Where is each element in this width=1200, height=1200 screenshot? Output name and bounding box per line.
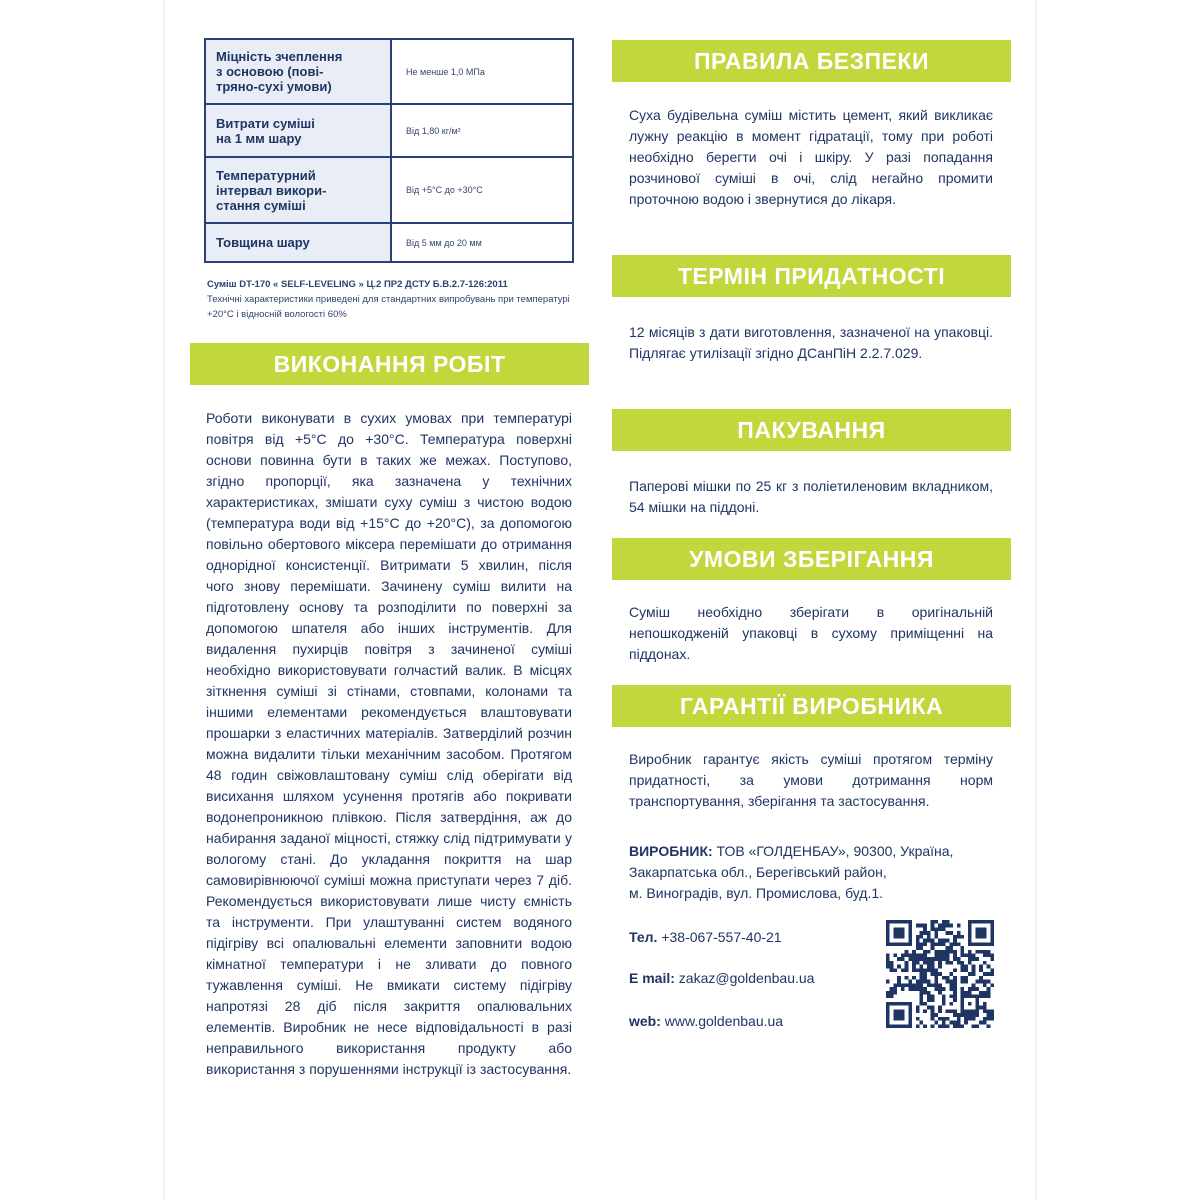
spec-row: [205, 223, 573, 262]
storage-text: Суміш необхідно зберігати в оригінальній непошкодженій упаковці в сухому приміщенні на піддонах.: [629, 604, 993, 662]
web-line: [629, 1011, 783, 1032]
guarantee-heading: ГАРАНТІЇ ВИРОБНИКА: [612, 685, 1011, 727]
shelf-life-text: 12 місяців з дати виготовлення, зазначеної на упаковці. Підлягає утилізації згідно ДСанПіН 2.2.7.029.: [629, 324, 993, 361]
spec-note: [207, 277, 587, 322]
spec-value: Не менше 1,0 МПа: [391, 39, 573, 104]
phone-line: [629, 927, 782, 948]
web-label: web:: [629, 1013, 661, 1029]
email-line: [629, 968, 814, 989]
safety-text: Суха будівельна суміш містить цемент, який викликає лужну реакцію в момент гідратації, тому при роботі необхідно берегти очі і шкіру. У разі попадання розчинової суміші в очі, слід негайно промити проточною водою і звернутися до лікаря.: [629, 107, 993, 207]
standard-reference: Суміш DT-170 « SELF-LEVELING » Ц.2 ПР2 ДСТУ Б.В.2.7-126:2011: [207, 279, 508, 290]
spec-label: Міцність зчеплення з основою (пові- тряно-сухі умови): [205, 39, 391, 104]
storage-heading: УМОВИ ЗБЕРІГАННЯ: [612, 538, 1011, 580]
manufacturer-name: ТОВ «ГОЛДЕНБАУ», 90300, Україна,: [712, 843, 954, 859]
manufacturer-info: [629, 841, 1009, 904]
page-edge-right: [1035, 0, 1037, 1200]
web-link[interactable]: www.goldenbau.ua: [660, 1013, 784, 1029]
spec-label: Товщина шару: [205, 223, 391, 262]
email-link[interactable]: zakaz@goldenbau.ua: [674, 970, 815, 986]
packing-text: Паперові мішки по 25 кг з поліетиленовим вкладником, 54 мішки на піддоні.: [629, 478, 993, 515]
spec-value: Від 1,80 кг/м²: [391, 104, 573, 157]
test-conditions: Технічні характеристики приведені для стандартних випробувань при температурі +20°С і відносній вологості 60%: [207, 294, 570, 320]
shelf-life-heading: ТЕРМІН ПРИДАТНОСТІ: [612, 255, 1011, 297]
works-heading: ВИКОНАННЯ РОБІТ: [190, 343, 589, 385]
spec-value: Від +5°С до +30°С: [391, 157, 573, 223]
qr-code-icon[interactable]: [886, 920, 994, 1028]
spec-value: Від 5 мм до 20 мм: [391, 223, 573, 262]
safety-heading: ПРАВИЛА БЕЗПЕКИ: [612, 40, 1011, 82]
manufacturer-label: ВИРОБНИК:: [629, 843, 713, 859]
spec-row: [205, 157, 573, 223]
phone-number[interactable]: +38-067-557-40-21: [657, 929, 782, 945]
email-label: E mail:: [629, 970, 675, 986]
spec-table: [204, 38, 574, 263]
packing-heading: ПАКУВАННЯ: [612, 409, 1011, 451]
manufacturer-address-line: м. Виноградів, вул. Промислова, буд.1.: [629, 885, 884, 901]
works-text: Роботи виконувати в сухих умовах при температурі повітря від +5°С до +30°С. Температура поверхні основи повинна бути в таких же межах. Поступово, згідно пропорції, яка зазначена у технічних характеристиках, змішати суху суміш з чистою водою (температура води від +15°С до +20°С), за допомогою повільно обертового міксера перемішати до отримання однорідної консистенції. Витримати 5 хвилин, після чого знову перемішати. Зачинену суміш вилити на підготовлену основу та розподілити по поверхні за допомогою шпателя або інших інструментів. Для видалення пухирців повітря з зачиненої суміші необхідно використовувати голчастий валик. В місцях зіткнення суміші зі стінами, стовпами, колонами та іншими елементами рекомендується влаштовувати прошарки з еластичних матеріалів. Затверділий розчин можна видалити тільки механічним засобом. Протягом 48 годин свіжовлаштовану суміш слід оберігати від висихання шляхом усунення протягів або покривати водонепроникною плівкою. Після затвердіння, аж до набирання заданої міцності, стяжку слід підтримувати у вологому стані. До укладання покриття на шар самовирівнюючої суміші можна приступати через 7 діб. Рекомендується використовувати лише чисту ємність та інструменти. При улаштуванні систем водяного підігріву всі опалювальні елементи заповнити водою кімнатної температури і не зливати до повного тужавлення суміші. Не вмикати систему підігріву напротязі 28 діб після закриття опалювальних елементів. Виробник не несе відповідальності в разі неправильного використання продукту або використання з порушеннями інструкції із застосування.: [206, 410, 572, 1077]
manufacturer-address-line: Закарпатська обл., Берегівський район,: [629, 864, 887, 880]
spec-row: [205, 39, 573, 104]
spec-label: Витрати суміші на 1 мм шару: [205, 104, 391, 157]
guarantee-text: Виробник гарантує якість суміші протягом терміну придатності, за умови дотримання норм транспортування, зберігання та застосування.: [629, 751, 993, 809]
phone-label: Тел.: [629, 929, 658, 945]
spec-label: Температурний інтервал викори- стання суміші: [205, 157, 391, 223]
spec-row: [205, 104, 573, 157]
